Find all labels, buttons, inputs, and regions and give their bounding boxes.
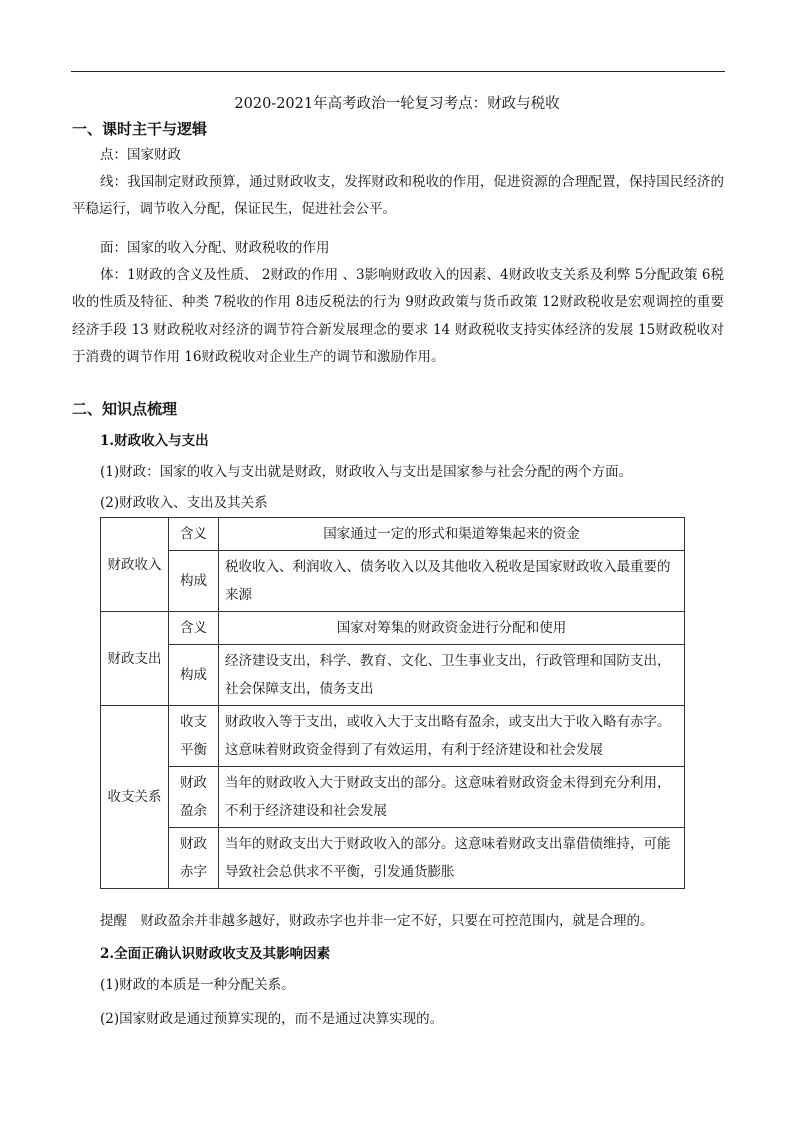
knowledge-heading-2: 2.全面正确认识财政收支及其影响因素 (100, 946, 331, 962)
income-meaning-label: 含义 (169, 518, 219, 551)
section-heading-one: 一、课时主干与逻辑 (72, 120, 208, 138)
knowledge-1-para-2: (2)财政收入、支出及其关系 (100, 495, 268, 511)
balance-text: 财政收入等于支出，或收入大于支出略有盈余，或支出大于收入略有赤字。这意味着财政资金得到了有效运用，有利于经济建设和社会发展 (219, 706, 685, 767)
deficit-text: 当年的财政支出大于财政收入的部分。这意味着财政支出靠借债维持，可能导致社会总供求不平衡，引发通货膨胀 (219, 828, 685, 889)
logic-line: 线：我国制定财政预算，通过财政收支，发挥财政和税收的作用，促进资源的合理配置，保持国民经济的平稳运行，调节收入分配，保证民生，促进社会公平。 (72, 174, 724, 218)
income-label: 财政收入 (101, 518, 169, 612)
logic-surface: 面：国家的收入分配、财政税收的作用 (100, 240, 330, 256)
knowledge-2-para-2: (2)国家财政是通过预算实现的，而不是通过决算实现的。 (100, 1011, 444, 1027)
income-composition: 税收收入、利润收入、债务收入以及其他收入税收是国家财政收入最重要的来源 (219, 551, 685, 612)
table-row (101, 645, 685, 706)
expense-composition: 经济建设支出，科学、教育、文化、卫生事业支出，行政管理和国防支出，社会保障支出，债务支出 (219, 645, 685, 706)
knowledge-1-para-1: (1)财政：国家的收入与支出就是财政，财政收入与支出是国家参与社会分配的两个方面。 (100, 464, 633, 480)
knowledge-heading-1: 1.财政收入与支出 (100, 433, 209, 449)
income-composition-label: 构成 (169, 551, 219, 612)
section-heading-two: 二、知识点梳理 (72, 400, 178, 418)
logic-point: 点：国家财政 (100, 147, 181, 163)
balance-label: 收支平衡 (169, 706, 219, 767)
table-row (101, 828, 685, 889)
header-rule (71, 71, 725, 72)
table-row (101, 551, 685, 612)
expense-composition-label: 构成 (169, 645, 219, 706)
table-row (101, 612, 685, 645)
finance-table (100, 517, 685, 889)
table-row (101, 767, 685, 828)
logic-body: 体：1财政的含义及性质、 2财政的作用 、3影响财政收入的因素、4财政收支关系及利弊 5分配政策 6税收的性质及特征、种类 7税收的作用 8违反税法的行为 9财政政策与货币政策 12财政税收是宏观调控的重要经济手段 13 财政税收对经济的调节符合新发展理念的要求 14 财政税收支持实体经济的发展 15财政税收对于消费的调节作用 16财政税收对企业生产的调节和激励作用。 (72, 267, 724, 366)
knowledge-2-para-1: (1)财政的本质是一种分配关系。 (100, 977, 295, 993)
relation-label: 收支关系 (101, 706, 169, 889)
document-title: 2020-2021年高考政治一轮复习考点：财政与税收 (234, 96, 560, 112)
table-row (101, 706, 685, 767)
income-meaning: 国家通过一定的形式和渠道筹集起来的资金 (219, 518, 685, 551)
table-row (101, 518, 685, 551)
deficit-label: 财政赤字 (169, 828, 219, 889)
expense-label: 财政支出 (101, 612, 169, 706)
reminder-note: 提醒 财政盈余并非越多越好，财政赤字也并非一定不好，只要在可控范围内，就是合理的。 (100, 913, 654, 929)
surplus-text: 当年的财政收入大于财政支出的部分。这意味着财政资金未得到充分利用，不利于经济建设和社会发展 (219, 767, 685, 828)
expense-meaning: 国家对筹集的财政资金进行分配和使用 (219, 612, 685, 645)
expense-meaning-label: 含义 (169, 612, 219, 645)
surplus-label: 财政盈余 (169, 767, 219, 828)
